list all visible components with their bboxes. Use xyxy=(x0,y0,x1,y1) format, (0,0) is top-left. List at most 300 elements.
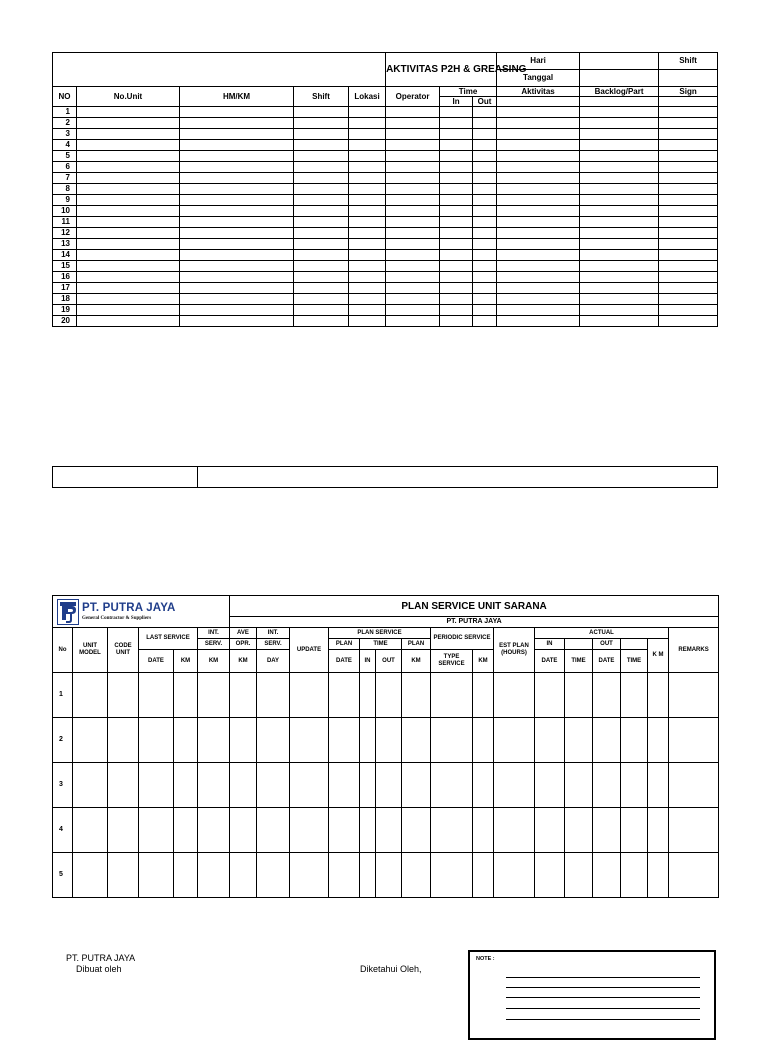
row-cell[interactable] xyxy=(440,316,473,327)
row-cell[interactable] xyxy=(497,206,580,217)
row-cell[interactable] xyxy=(535,853,565,898)
row-cell[interactable] xyxy=(659,272,718,283)
row-cell[interactable] xyxy=(669,853,719,898)
row-cell[interactable] xyxy=(180,316,294,327)
row-cell[interactable] xyxy=(139,853,174,898)
row-cell[interactable] xyxy=(473,162,497,173)
row-cell[interactable] xyxy=(440,195,473,206)
row-cell[interactable] xyxy=(349,239,386,250)
row-cell[interactable] xyxy=(386,305,440,316)
row-cell[interactable] xyxy=(294,129,349,140)
row-cell[interactable] xyxy=(621,673,648,718)
row-cell[interactable] xyxy=(497,118,580,129)
row-cell[interactable] xyxy=(494,718,535,763)
row-cell[interactable] xyxy=(497,283,580,294)
row-cell[interactable] xyxy=(497,107,580,118)
row-cell[interactable] xyxy=(431,718,473,763)
row-cell[interactable] xyxy=(580,250,659,261)
row-cell[interactable] xyxy=(497,140,580,151)
row-cell[interactable] xyxy=(402,763,431,808)
row-cell[interactable] xyxy=(77,261,180,272)
row-cell[interactable] xyxy=(431,673,473,718)
row-cell[interactable] xyxy=(198,853,230,898)
row-cell[interactable] xyxy=(77,283,180,294)
row-cell[interactable] xyxy=(440,294,473,305)
row-cell[interactable] xyxy=(294,283,349,294)
row-cell[interactable] xyxy=(494,808,535,853)
row-cell[interactable] xyxy=(290,718,329,763)
row-cell[interactable] xyxy=(473,140,497,151)
row-cell[interactable] xyxy=(580,316,659,327)
row-cell[interactable] xyxy=(349,107,386,118)
row-cell[interactable] xyxy=(73,718,108,763)
row-cell[interactable] xyxy=(77,162,180,173)
row-cell[interactable] xyxy=(77,272,180,283)
row-cell[interactable] xyxy=(386,129,440,140)
note-box[interactable] xyxy=(468,950,716,1040)
row-cell[interactable] xyxy=(659,294,718,305)
row-cell[interactable] xyxy=(497,294,580,305)
row-cell[interactable] xyxy=(294,217,349,228)
row-cell[interactable] xyxy=(473,272,497,283)
row-cell[interactable] xyxy=(440,261,473,272)
row-cell[interactable] xyxy=(376,853,402,898)
row-cell[interactable] xyxy=(108,808,139,853)
row-cell[interactable] xyxy=(139,673,174,718)
row-cell[interactable] xyxy=(77,294,180,305)
row-cell[interactable] xyxy=(659,184,718,195)
row-cell[interactable] xyxy=(621,718,648,763)
row-cell[interactable] xyxy=(580,173,659,184)
row-cell[interactable] xyxy=(580,239,659,250)
row-cell[interactable] xyxy=(376,808,402,853)
row-cell[interactable] xyxy=(648,673,669,718)
row-cell[interactable] xyxy=(473,673,494,718)
row-cell[interactable] xyxy=(565,853,593,898)
row-cell[interactable] xyxy=(349,140,386,151)
row-cell[interactable] xyxy=(535,763,565,808)
row-cell[interactable] xyxy=(386,118,440,129)
row-cell[interactable] xyxy=(659,151,718,162)
row-cell[interactable] xyxy=(180,239,294,250)
row-cell[interactable] xyxy=(294,140,349,151)
row-cell[interactable] xyxy=(580,107,659,118)
row-cell[interactable] xyxy=(440,151,473,162)
row-cell[interactable] xyxy=(349,206,386,217)
row-cell[interactable] xyxy=(593,718,621,763)
row-cell[interactable] xyxy=(659,228,718,239)
row-cell[interactable] xyxy=(77,107,180,118)
row-cell[interactable] xyxy=(659,195,718,206)
row-cell[interactable] xyxy=(473,151,497,162)
row-cell[interactable] xyxy=(349,250,386,261)
row-cell[interactable] xyxy=(473,118,497,129)
row-cell[interactable] xyxy=(580,305,659,316)
row-cell[interactable] xyxy=(659,316,718,327)
row-cell[interactable] xyxy=(329,673,360,718)
row-cell[interactable] xyxy=(174,808,198,853)
row-cell[interactable] xyxy=(77,206,180,217)
row-cell[interactable] xyxy=(659,118,718,129)
row-cell[interactable] xyxy=(386,261,440,272)
row-cell[interactable] xyxy=(108,853,139,898)
row-cell[interactable] xyxy=(360,808,376,853)
row-cell[interactable] xyxy=(294,305,349,316)
row-cell[interactable] xyxy=(497,162,580,173)
row-cell[interactable] xyxy=(349,261,386,272)
row-cell[interactable] xyxy=(386,250,440,261)
row-cell[interactable] xyxy=(659,239,718,250)
row-cell[interactable] xyxy=(230,808,257,853)
row-cell[interactable] xyxy=(473,305,497,316)
row-cell[interactable] xyxy=(580,118,659,129)
row-cell[interactable] xyxy=(621,808,648,853)
row-cell[interactable] xyxy=(648,853,669,898)
row-cell[interactable] xyxy=(440,250,473,261)
row-cell[interactable] xyxy=(440,206,473,217)
tanggal-value[interactable] xyxy=(580,70,659,87)
row-cell[interactable] xyxy=(349,129,386,140)
row-cell[interactable] xyxy=(294,239,349,250)
row-cell[interactable] xyxy=(580,283,659,294)
row-cell[interactable] xyxy=(659,140,718,151)
row-cell[interactable] xyxy=(402,853,431,898)
row-cell[interactable] xyxy=(294,184,349,195)
row-cell[interactable] xyxy=(180,206,294,217)
row-cell[interactable] xyxy=(386,151,440,162)
row-cell[interactable] xyxy=(535,808,565,853)
row-cell[interactable] xyxy=(497,129,580,140)
row-cell[interactable] xyxy=(349,272,386,283)
row-cell[interactable] xyxy=(294,261,349,272)
row-cell[interactable] xyxy=(386,195,440,206)
row-cell[interactable] xyxy=(386,140,440,151)
row-cell[interactable] xyxy=(257,853,290,898)
row-cell[interactable] xyxy=(108,673,139,718)
row-cell[interactable] xyxy=(180,228,294,239)
row-cell[interactable] xyxy=(621,853,648,898)
row-cell[interactable] xyxy=(473,173,497,184)
row-cell[interactable] xyxy=(349,118,386,129)
row-cell[interactable] xyxy=(198,808,230,853)
row-cell[interactable] xyxy=(497,184,580,195)
row-cell[interactable] xyxy=(659,250,718,261)
row-cell[interactable] xyxy=(349,283,386,294)
row-cell[interactable] xyxy=(257,763,290,808)
row-cell[interactable] xyxy=(180,272,294,283)
row-cell[interactable] xyxy=(402,808,431,853)
row-cell[interactable] xyxy=(565,718,593,763)
row-cell[interactable] xyxy=(440,283,473,294)
row-cell[interactable] xyxy=(659,162,718,173)
row-cell[interactable] xyxy=(180,294,294,305)
row-cell[interactable] xyxy=(139,763,174,808)
row-cell[interactable] xyxy=(440,140,473,151)
row-cell[interactable] xyxy=(294,118,349,129)
row-cell[interactable] xyxy=(431,808,473,853)
row-cell[interactable] xyxy=(349,217,386,228)
row-cell[interactable] xyxy=(497,261,580,272)
row-cell[interactable] xyxy=(648,763,669,808)
row-cell[interactable] xyxy=(180,250,294,261)
row-cell[interactable] xyxy=(376,763,402,808)
row-cell[interactable] xyxy=(329,808,360,853)
row-cell[interactable] xyxy=(473,228,497,239)
row-cell[interactable] xyxy=(108,763,139,808)
row-cell[interactable] xyxy=(294,206,349,217)
row-cell[interactable] xyxy=(386,228,440,239)
row-cell[interactable] xyxy=(180,129,294,140)
row-cell[interactable] xyxy=(294,162,349,173)
row-cell[interactable] xyxy=(108,718,139,763)
row-cell[interactable] xyxy=(77,239,180,250)
row-cell[interactable] xyxy=(659,107,718,118)
row-cell[interactable] xyxy=(648,808,669,853)
row-cell[interactable] xyxy=(497,250,580,261)
row-cell[interactable] xyxy=(659,173,718,184)
row-cell[interactable] xyxy=(535,718,565,763)
row-cell[interactable] xyxy=(580,195,659,206)
row-cell[interactable] xyxy=(77,217,180,228)
row-cell[interactable] xyxy=(257,718,290,763)
row-cell[interactable] xyxy=(473,808,494,853)
hari-value[interactable] xyxy=(580,53,659,70)
row-cell[interactable] xyxy=(535,673,565,718)
row-cell[interactable] xyxy=(386,206,440,217)
row-cell[interactable] xyxy=(180,195,294,206)
row-cell[interactable] xyxy=(659,305,718,316)
row-cell[interactable] xyxy=(386,272,440,283)
row-cell[interactable] xyxy=(473,261,497,272)
row-cell[interactable] xyxy=(294,250,349,261)
row-cell[interactable] xyxy=(580,151,659,162)
row-cell[interactable] xyxy=(494,763,535,808)
row-cell[interactable] xyxy=(290,808,329,853)
row-cell[interactable] xyxy=(402,718,431,763)
row-cell[interactable] xyxy=(669,673,719,718)
row-cell[interactable] xyxy=(77,129,180,140)
row-cell[interactable] xyxy=(593,763,621,808)
row-cell[interactable] xyxy=(180,151,294,162)
row-cell[interactable] xyxy=(440,129,473,140)
row-cell[interactable] xyxy=(621,763,648,808)
row-cell[interactable] xyxy=(360,853,376,898)
row-cell[interactable] xyxy=(73,808,108,853)
row-cell[interactable] xyxy=(473,184,497,195)
row-cell[interactable] xyxy=(73,673,108,718)
row-cell[interactable] xyxy=(294,272,349,283)
row-cell[interactable] xyxy=(198,718,230,763)
row-cell[interactable] xyxy=(294,228,349,239)
row-cell[interactable] xyxy=(180,140,294,151)
row-cell[interactable] xyxy=(73,853,108,898)
row-cell[interactable] xyxy=(440,118,473,129)
row-cell[interactable] xyxy=(77,316,180,327)
row-cell[interactable] xyxy=(497,316,580,327)
shift-value[interactable] xyxy=(659,70,718,87)
row-cell[interactable] xyxy=(440,184,473,195)
row-cell[interactable] xyxy=(257,673,290,718)
row-cell[interactable] xyxy=(294,316,349,327)
row-cell[interactable] xyxy=(473,763,494,808)
row-cell[interactable] xyxy=(230,763,257,808)
row-cell[interactable] xyxy=(497,151,580,162)
row-cell[interactable] xyxy=(473,206,497,217)
row-cell[interactable] xyxy=(386,107,440,118)
row-cell[interactable] xyxy=(329,718,360,763)
row-cell[interactable] xyxy=(580,162,659,173)
row-cell[interactable] xyxy=(440,228,473,239)
row-cell[interactable] xyxy=(77,228,180,239)
row-cell[interactable] xyxy=(77,151,180,162)
row-cell[interactable] xyxy=(290,763,329,808)
row-cell[interactable] xyxy=(497,228,580,239)
row-cell[interactable] xyxy=(659,129,718,140)
row-cell[interactable] xyxy=(198,673,230,718)
row-cell[interactable] xyxy=(440,217,473,228)
row-cell[interactable] xyxy=(180,162,294,173)
row-cell[interactable] xyxy=(669,763,719,808)
row-cell[interactable] xyxy=(494,673,535,718)
row-cell[interactable] xyxy=(329,853,360,898)
row-cell[interactable] xyxy=(580,294,659,305)
row-cell[interactable] xyxy=(376,718,402,763)
row-cell[interactable] xyxy=(360,718,376,763)
row-cell[interactable] xyxy=(77,195,180,206)
row-cell[interactable] xyxy=(230,853,257,898)
row-cell[interactable] xyxy=(294,195,349,206)
row-cell[interactable] xyxy=(77,305,180,316)
row-cell[interactable] xyxy=(580,261,659,272)
row-cell[interactable] xyxy=(77,250,180,261)
row-cell[interactable] xyxy=(180,217,294,228)
row-cell[interactable] xyxy=(360,763,376,808)
row-cell[interactable] xyxy=(580,184,659,195)
row-cell[interactable] xyxy=(659,261,718,272)
info-box-left[interactable] xyxy=(53,467,198,488)
row-cell[interactable] xyxy=(174,763,198,808)
row-cell[interactable] xyxy=(349,173,386,184)
row-cell[interactable] xyxy=(580,140,659,151)
row-cell[interactable] xyxy=(77,184,180,195)
row-cell[interactable] xyxy=(440,162,473,173)
row-cell[interactable] xyxy=(174,853,198,898)
row-cell[interactable] xyxy=(648,718,669,763)
row-cell[interactable] xyxy=(580,206,659,217)
row-cell[interactable] xyxy=(440,305,473,316)
row-cell[interactable] xyxy=(349,228,386,239)
row-cell[interactable] xyxy=(180,305,294,316)
row-cell[interactable] xyxy=(440,173,473,184)
row-cell[interactable] xyxy=(180,118,294,129)
row-cell[interactable] xyxy=(659,283,718,294)
row-cell[interactable] xyxy=(329,763,360,808)
row-cell[interactable] xyxy=(580,129,659,140)
row-cell[interactable] xyxy=(290,853,329,898)
row-cell[interactable] xyxy=(386,162,440,173)
row-cell[interactable] xyxy=(497,239,580,250)
row-cell[interactable] xyxy=(440,107,473,118)
row-cell[interactable] xyxy=(386,173,440,184)
row-cell[interactable] xyxy=(360,673,376,718)
row-cell[interactable] xyxy=(669,718,719,763)
row-cell[interactable] xyxy=(174,718,198,763)
row-cell[interactable] xyxy=(376,673,402,718)
row-cell[interactable] xyxy=(473,195,497,206)
row-cell[interactable] xyxy=(593,673,621,718)
row-cell[interactable] xyxy=(473,316,497,327)
row-cell[interactable] xyxy=(349,162,386,173)
row-cell[interactable] xyxy=(473,283,497,294)
row-cell[interactable] xyxy=(473,239,497,250)
row-cell[interactable] xyxy=(294,107,349,118)
row-cell[interactable] xyxy=(431,853,473,898)
row-cell[interactable] xyxy=(473,217,497,228)
row-cell[interactable] xyxy=(77,173,180,184)
info-box-right[interactable] xyxy=(198,467,718,488)
row-cell[interactable] xyxy=(580,217,659,228)
row-cell[interactable] xyxy=(440,272,473,283)
row-cell[interactable] xyxy=(565,808,593,853)
row-cell[interactable] xyxy=(494,853,535,898)
row-cell[interactable] xyxy=(257,808,290,853)
row-cell[interactable] xyxy=(669,808,719,853)
row-cell[interactable] xyxy=(386,184,440,195)
row-cell[interactable] xyxy=(290,673,329,718)
row-cell[interactable] xyxy=(349,316,386,327)
row-cell[interactable] xyxy=(73,763,108,808)
row-cell[interactable] xyxy=(180,261,294,272)
row-cell[interactable] xyxy=(180,107,294,118)
row-cell[interactable] xyxy=(139,808,174,853)
row-cell[interactable] xyxy=(230,718,257,763)
row-cell[interactable] xyxy=(593,853,621,898)
row-cell[interactable] xyxy=(349,294,386,305)
row-cell[interactable] xyxy=(294,173,349,184)
row-cell[interactable] xyxy=(349,195,386,206)
row-cell[interactable] xyxy=(473,250,497,261)
row-cell[interactable] xyxy=(659,206,718,217)
row-cell[interactable] xyxy=(386,217,440,228)
row-cell[interactable] xyxy=(349,184,386,195)
row-cell[interactable] xyxy=(77,118,180,129)
row-cell[interactable] xyxy=(386,239,440,250)
row-cell[interactable] xyxy=(473,853,494,898)
row-cell[interactable] xyxy=(580,228,659,239)
row-cell[interactable] xyxy=(565,763,593,808)
row-cell[interactable] xyxy=(497,173,580,184)
row-cell[interactable] xyxy=(473,107,497,118)
row-cell[interactable] xyxy=(77,140,180,151)
row-cell[interactable] xyxy=(440,239,473,250)
row-cell[interactable] xyxy=(580,272,659,283)
row-cell[interactable] xyxy=(294,294,349,305)
row-cell[interactable] xyxy=(349,151,386,162)
row-cell[interactable] xyxy=(386,316,440,327)
row-cell[interactable] xyxy=(659,217,718,228)
row-cell[interactable] xyxy=(473,294,497,305)
row-cell[interactable] xyxy=(386,283,440,294)
row-cell[interactable] xyxy=(294,151,349,162)
row-cell[interactable] xyxy=(431,763,473,808)
row-cell[interactable] xyxy=(473,718,494,763)
row-cell[interactable] xyxy=(180,173,294,184)
row-cell[interactable] xyxy=(497,272,580,283)
row-cell[interactable] xyxy=(230,673,257,718)
row-cell[interactable] xyxy=(497,195,580,206)
row-cell[interactable] xyxy=(349,305,386,316)
row-cell[interactable] xyxy=(593,808,621,853)
